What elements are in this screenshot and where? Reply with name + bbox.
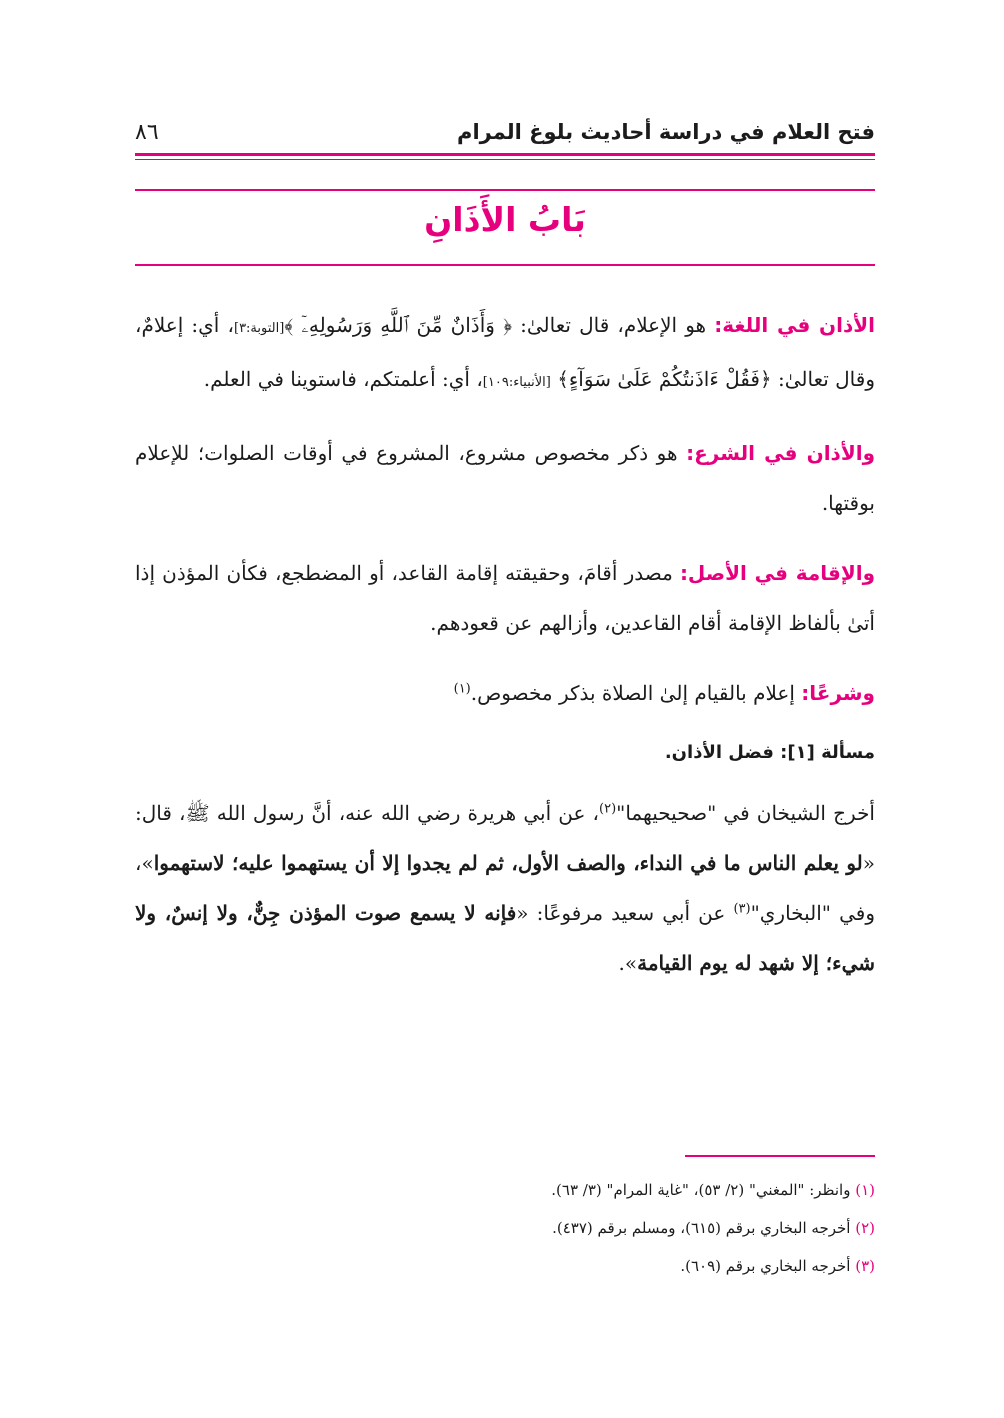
paragraph-adhan-language — [135, 300, 875, 408]
term-heading: والأذان في الشرع: — [686, 441, 876, 465]
footnote-ref[interactable]: (١) — [453, 681, 471, 697]
paragraph-text: ، أي: إعلامٌ، وقال تعالىٰ: — [135, 313, 875, 391]
footnote-text: أخرجه البخاري برقم (٦٠٩). — [680, 1257, 856, 1275]
verse-reference: [الأنبياء:١٠٩] — [482, 375, 551, 390]
chapter-rule-top — [135, 189, 875, 191]
hadith-connector: »، وفي "البخاري" — [135, 851, 875, 925]
issue-title: فضل الأذان. — [664, 742, 774, 763]
paragraph-text: هو ذكر مخصوص مشروع، المشروع في أوقات الصلوات؛ للإعلام بوقتها. — [135, 441, 875, 515]
paragraph-adhan-sharia — [135, 428, 875, 528]
quran-verse: ﴿ وَأَذَانٌ مِّنَ ٱللَّهِ وَرَسُولِهِۦٓ ﴾ — [284, 313, 512, 337]
issue-heading — [135, 738, 875, 768]
quran-verse: ﴿فَقُلْ ءَاذَنتُكُمْ عَلَىٰ سَوَآءٍ﴾ — [557, 367, 772, 391]
footnotes — [135, 1175, 875, 1289]
paragraph-text: إعلام بالقيام إلىٰ الصلاة بذكر مخصوص. — [470, 681, 802, 705]
footnote — [135, 1213, 875, 1243]
hadith-intro: ، عن أبي هريرة رضي الله عنه، أنَّ رسول الله ﷺ، قال: « — [135, 801, 875, 875]
paragraph-text: مصدر أقامَ، وحقيقته إقامة القاعد، أو المضطجع، فكأن المؤذن إذا أتىٰ بألفاظ الإقامة أقام القاعدين، وأزالهم عن قعودهم. — [135, 561, 875, 635]
chapter-rule-bottom — [135, 264, 875, 266]
paragraph-text: هو الإعلام، قال تعالىٰ: — [511, 313, 715, 337]
hadith-end: ». — [618, 951, 638, 975]
hadith-intro: أخرج الشيخان في "صحيحيهما" — [616, 801, 875, 825]
footnote-text: أخرجه البخاري برقم (٦١٥)، ومسلم برقم (٤٣٧). — [552, 1219, 856, 1237]
header-rule — [135, 153, 875, 156]
paragraph-iqama-sharia — [135, 668, 875, 718]
footnote-separator — [685, 1155, 875, 1157]
hadith-text: فإنه لا يسمع صوت المؤذن جِنٌّ، ولا إنسٌ، ولا شيء؛ إلا شهد له يوم القيامة — [135, 901, 875, 975]
running-header — [135, 118, 875, 152]
footnote-number: (١) — [855, 1181, 875, 1199]
hadith-connector: عن أبي سعيد مرفوعًا: « — [516, 901, 734, 925]
footnote — [135, 1175, 875, 1205]
footnote-ref[interactable]: (٣) — [733, 901, 751, 917]
verse-reference: [التوبة:٣] — [233, 321, 285, 336]
term-heading: والإقامة في الأصل: — [679, 561, 875, 585]
page-number: ٨٦ — [135, 120, 159, 145]
chapter-title: بَابُ الأَذَانِ — [424, 200, 586, 239]
footnote-text: وانظر: "المغني" (٢/ ٥٣)، "غاية المرام" (٣/ ٦٣). — [551, 1181, 856, 1199]
main-text — [135, 300, 875, 1008]
header-rule-thin — [135, 159, 875, 160]
footnote-ref[interactable]: (٢) — [599, 801, 617, 817]
term-heading: الأذان في اللغة: — [714, 313, 875, 337]
hadith-text: لو يعلم الناس ما في النداء، والصف الأول، ثم لم يجدوا إلا أن يستهموا عليه؛ لاستهموا — [153, 851, 863, 875]
paragraph-text: ، أي: أعلمتكم، فاستوينا في العلم. — [203, 367, 483, 391]
paragraph-iqama-origin — [135, 548, 875, 648]
book-title: فتح العلام في دراسة أحاديث بلوغ المرام — [457, 120, 875, 144]
footnote-number: (٢) — [855, 1219, 875, 1237]
hadith-paragraph — [135, 788, 875, 988]
term-heading: وشرعًا: — [801, 681, 875, 705]
footnote — [135, 1251, 875, 1281]
footnote-number: (٣) — [855, 1257, 875, 1275]
issue-label: مسألة [١]: — [780, 742, 875, 763]
